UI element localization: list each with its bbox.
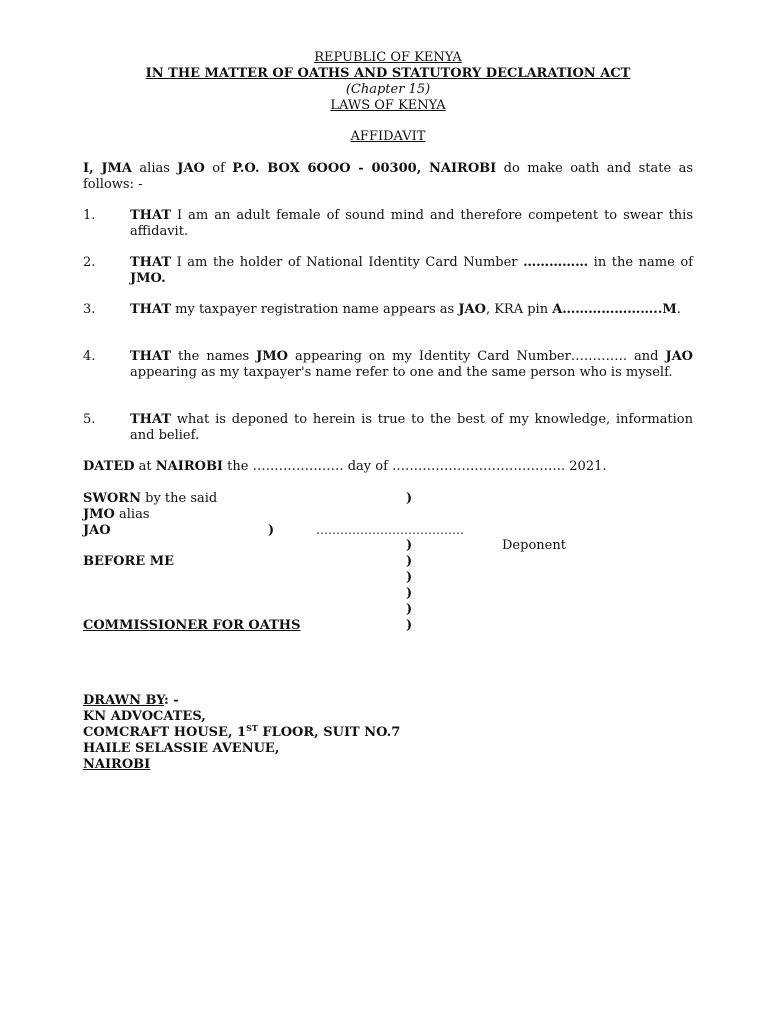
sworn-line: [83, 491, 217, 507]
firm-city: NAIROBI: [83, 757, 151, 772]
dated-label: DATED: [83, 459, 135, 474]
document-title-block: [83, 129, 693, 145]
dated-rest: the ………………… day of …………………………………. 2021.: [223, 459, 607, 474]
document-title: AFFIDAVIT: [350, 129, 426, 144]
before-me-label: BEFORE ME: [83, 554, 174, 569]
dated-at: at: [134, 459, 156, 474]
bracket: ): [406, 554, 413, 569]
paragraph-number: 5.: [83, 412, 96, 427]
bracket: ): [406, 491, 413, 506]
firm-name: KN ADVOCATES,: [83, 709, 206, 724]
firm-address-line: [83, 725, 400, 741]
drawn-by-line: [83, 693, 179, 709]
paragraph-text: appearing as my taxpayer's name refer to one and the same person who is myself.: [130, 365, 673, 380]
by-the-said: by the said: [141, 491, 218, 506]
heading-laws: LAWS OF KENYA: [330, 98, 446, 113]
paragraph-number: 4.: [83, 349, 96, 364]
paragraph-2: [130, 255, 693, 287]
paragraph-number: 1.: [83, 208, 96, 223]
paragraph-1: [130, 208, 693, 240]
jmo-alias-line: [83, 507, 150, 523]
paragraph-text: my taxpayer registration name appears as: [171, 302, 459, 317]
bracket: ): [406, 618, 413, 633]
address-part: COMCRAFT HOUSE, 1: [83, 725, 247, 740]
that-word: THAT: [130, 412, 172, 427]
bracket: ): [406, 538, 413, 553]
bracket: ): [268, 523, 275, 538]
deponent-label: Deponent: [502, 538, 566, 553]
paragraph-number: 3.: [83, 302, 96, 317]
bracket: ): [406, 586, 413, 601]
dated-line: [83, 459, 607, 475]
commissioner-label: COMMISSIONER FOR OATHS: [83, 618, 301, 633]
deponent-address: P.O. BOX 6OOO - 00300, NAIROBI: [232, 161, 497, 176]
alias-word: alias: [114, 507, 150, 522]
that-word: THAT: [130, 302, 172, 317]
heading-chapter: (Chapter 15): [345, 82, 431, 97]
signature-line: ……………………………….: [316, 523, 464, 537]
intro-tail: do make oath and state as follows: -: [83, 161, 693, 192]
name-jmo: JMO: [256, 349, 289, 364]
paragraph-text: I am an adult female of sound mind and therefore competent to swear this affidavit.: [130, 208, 693, 239]
sworn-word: SWORN: [83, 491, 141, 506]
name-jao: JAO: [665, 349, 693, 364]
kra-pin: A…………………..M: [552, 302, 677, 317]
deponent-name: I, JMA: [83, 161, 133, 176]
that-word: THAT: [130, 349, 172, 364]
paragraph-text: the names: [171, 349, 257, 364]
drawn-by-tail: : -: [163, 693, 179, 708]
document-heading: [83, 50, 693, 114]
id-number-blank: ……………: [523, 255, 589, 270]
deponent-alias: JAO: [177, 161, 205, 176]
that-word: THAT: [130, 208, 172, 223]
of-word: of: [204, 161, 233, 176]
dated-place: NAIROBI: [155, 459, 224, 474]
that-word: THAT: [130, 255, 172, 270]
heading-matter: IN THE MATTER OF OATHS AND STATUTORY DECLARATION ACT: [145, 66, 631, 81]
alias-word: alias: [132, 161, 178, 176]
heading-republic: REPUBLIC OF KENYA: [314, 50, 462, 65]
name-jmo: JMO.: [130, 271, 166, 286]
paragraph-5: [130, 412, 693, 444]
paragraph-text: in the name of: [588, 255, 693, 270]
name-jmo: JMO: [83, 507, 115, 522]
bracket: ): [406, 602, 413, 617]
paragraph-number: 2.: [83, 255, 96, 270]
paragraph-text: appearing on my Identity Card Number…………. and: [288, 349, 666, 364]
paragraph-text: .: [676, 302, 681, 317]
name-jao: JAO: [83, 523, 111, 538]
bracket: ): [406, 570, 413, 585]
ordinal-suffix: ST: [246, 723, 258, 733]
paragraph-text: , KRA pin: [485, 302, 553, 317]
drawn-by-label: DRAWN BY: [83, 693, 164, 708]
intro-paragraph: [83, 161, 693, 193]
paragraph-text: what is deponed to herein is true to the best of my knowledge, information and belief.: [130, 412, 693, 443]
name-jao: JAO: [458, 302, 486, 317]
firm-street: HAILE SELASSIE AVENUE,: [83, 741, 280, 756]
address-part: FLOOR, SUIT NO.7: [257, 725, 401, 740]
paragraph-3: [130, 302, 693, 318]
paragraph-text: I am the holder of National Identity Card Number: [171, 255, 524, 270]
paragraph-4: [130, 349, 693, 381]
